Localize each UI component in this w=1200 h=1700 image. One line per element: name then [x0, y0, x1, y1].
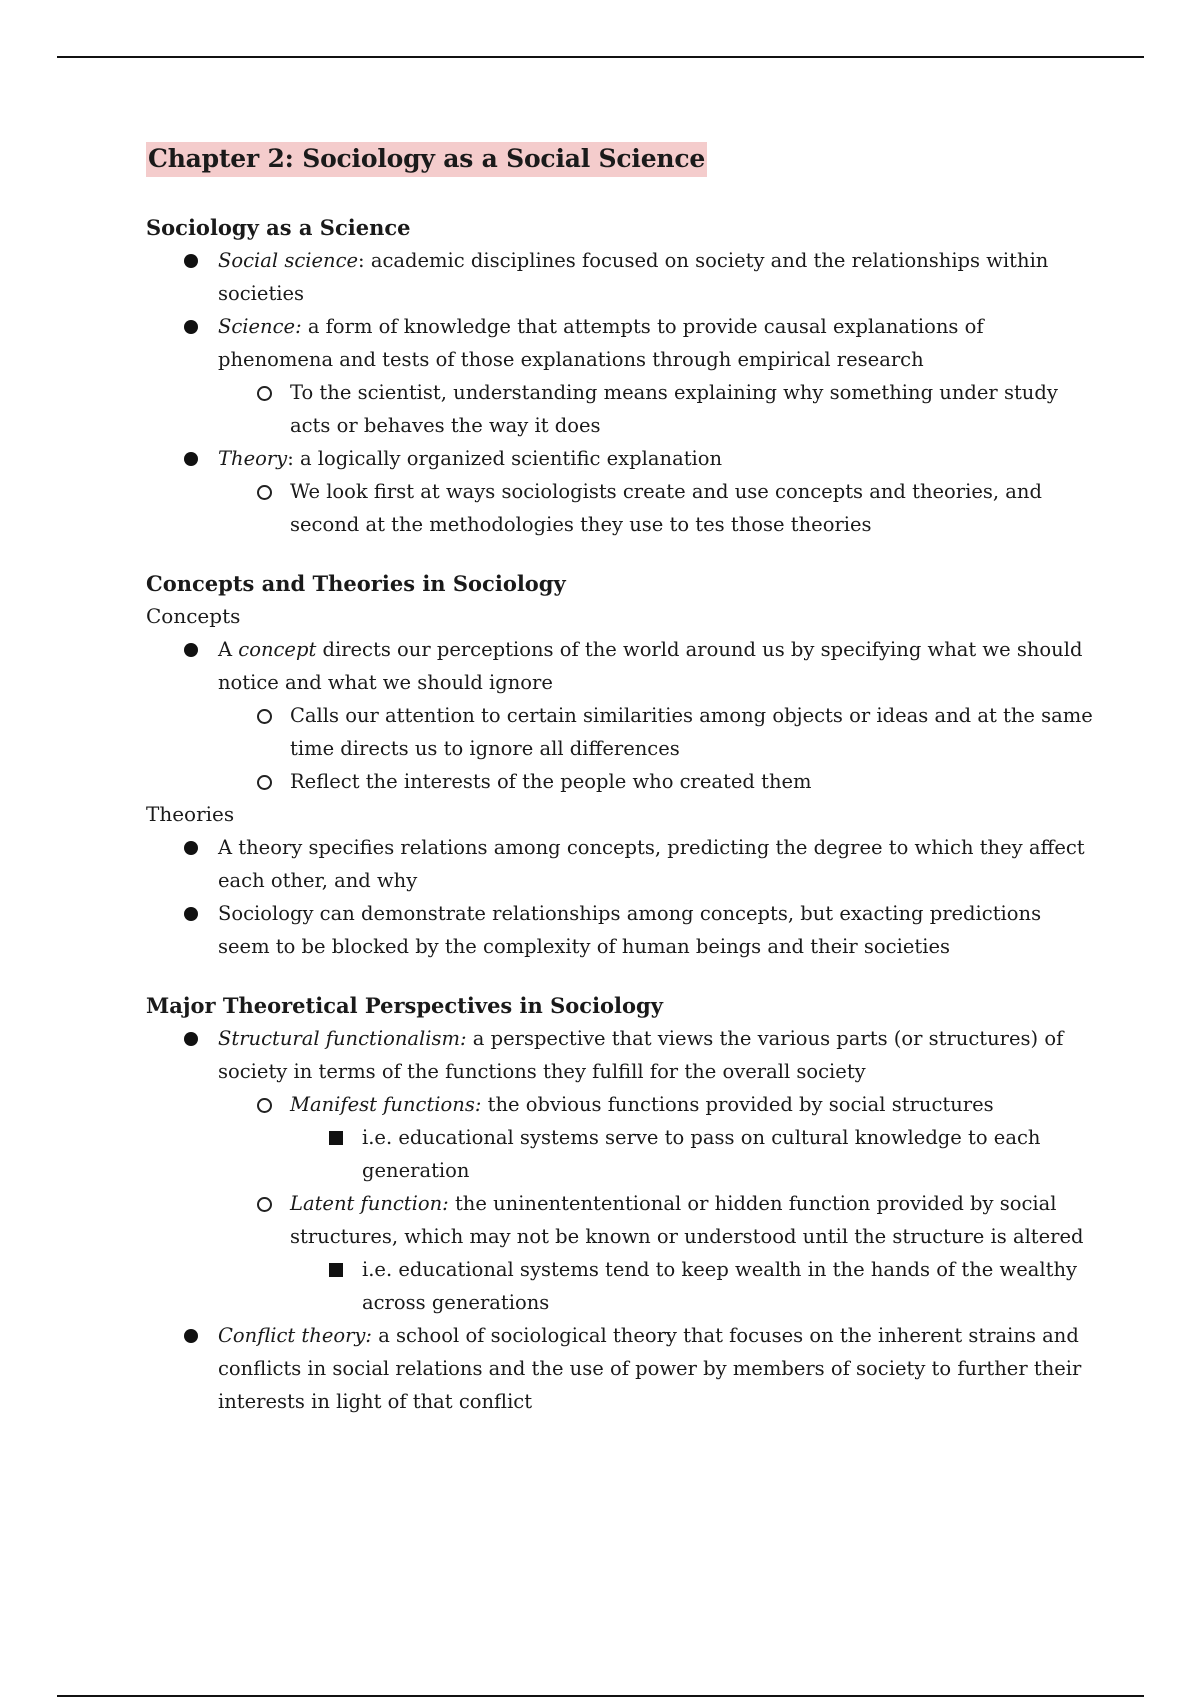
list-text: i.e. educational systems serve to pass on cultural knowledge to each generation [362, 1126, 1041, 1182]
top-rule [57, 56, 1144, 58]
list-item [146, 1253, 1096, 1319]
list-item [146, 633, 1096, 699]
term: concept [238, 638, 317, 661]
definition: the uninentententional or hidden function provided by social structures, which may not be known or understood until the structure is altered [290, 1192, 1084, 1248]
list-item [146, 475, 1096, 541]
hollow-bullet-icon [257, 485, 272, 500]
list-item [146, 897, 1096, 963]
bullet-icon [184, 1032, 198, 1046]
list-item [146, 244, 1096, 310]
list-item [146, 699, 1096, 765]
section-1-list [146, 244, 1096, 541]
list-item [146, 1319, 1096, 1418]
hollow-bullet-icon [257, 775, 272, 790]
term: Theory [218, 447, 288, 470]
list-text: Calls our attention to certain similarities among objects or ideas and at the same time directs us to ignore all differences [290, 704, 1093, 760]
list-text: We look first at ways sociologists create and use concepts and theories, and second at the methodologies they use to tes those theories [290, 480, 1042, 536]
term: Science: [218, 315, 302, 338]
bullet-icon [184, 1329, 198, 1343]
bullet-icon [184, 254, 198, 268]
square-bullet-icon [329, 1131, 343, 1145]
list-item [146, 1187, 1096, 1253]
section-heading-concepts-theories: Concepts and Theories in Sociology [146, 571, 566, 596]
hollow-bullet-icon [257, 1197, 272, 1212]
square-bullet-icon [329, 1263, 343, 1277]
list-item [146, 765, 1096, 798]
list-text: To the scientist, understanding means explaining why something under study acts or behaves the way it does [290, 381, 1058, 437]
bullet-icon [184, 320, 198, 334]
subheading-theories: Theories [146, 802, 235, 826]
section-heading-sociology-as-science: Sociology as a Science [146, 215, 411, 240]
bullet-icon [184, 452, 198, 466]
list-text: Reflect the interests of the people who created them [290, 770, 812, 793]
definition: a form of knowledge that attempts to provide causal explanations of phenomena and tests of those explanations through empirical research [218, 315, 984, 371]
term: Manifest functions: [290, 1093, 482, 1116]
term: Social science [218, 249, 359, 272]
list-item [146, 1121, 1096, 1187]
list-item [146, 1088, 1096, 1121]
definition: directs our perceptions of the world around us by specifying what we should notice and what we should ignore [218, 638, 1083, 694]
chapter-title: Chapter 2: Sociology as a Social Science [146, 142, 707, 177]
perspectives-list [146, 1022, 1096, 1418]
list-text: i.e. educational systems tend to keep wealth in the hands of the wealthy across generations [362, 1258, 1078, 1314]
bullet-icon [184, 907, 198, 921]
hollow-bullet-icon [257, 709, 272, 724]
document-body [146, 142, 1096, 1418]
term: Latent function: [290, 1192, 449, 1215]
list-item [146, 1022, 1096, 1088]
bullet-icon [184, 841, 198, 855]
definition: a perspective that views the various parts (or structures) of society in terms of the functions they fulfill for the overall society [218, 1027, 1064, 1083]
bullet-icon [184, 643, 198, 657]
list-text: A theory specifies relations among concepts, predicting the degree to which they affect each other, and why [218, 836, 1085, 892]
list-item [146, 376, 1096, 442]
term: Structural functionalism: [218, 1027, 467, 1050]
section-heading-major-perspectives: Major Theoretical Perspectives in Sociology [146, 993, 663, 1018]
list-text: Sociology can demonstrate relationships among concepts, but exacting predictions seem to be blocked by the complexity of human beings and their societies [218, 902, 1042, 958]
hollow-bullet-icon [257, 386, 272, 401]
list-item [146, 831, 1096, 897]
list-item [146, 442, 1096, 475]
theories-list [146, 831, 1096, 963]
bottom-rule [57, 1695, 1144, 1697]
subheading-concepts: Concepts [146, 604, 241, 628]
definition: : a logically organized scientific explanation [287, 447, 723, 470]
concepts-list [146, 633, 1096, 798]
term: Conflict theory: [218, 1324, 373, 1347]
list-text-pre: A [218, 638, 239, 661]
list-item [146, 310, 1096, 376]
definition: the obvious functions provided by social structures [481, 1093, 994, 1116]
hollow-bullet-icon [257, 1098, 272, 1113]
definition: a school of sociological theory that focuses on the inherent strains and conflicts in social relations and the use of power by members of society to further their interests in light of that conflict [218, 1324, 1082, 1413]
definition: : academic disciplines focused on society and the relationships within societies [218, 249, 1049, 305]
